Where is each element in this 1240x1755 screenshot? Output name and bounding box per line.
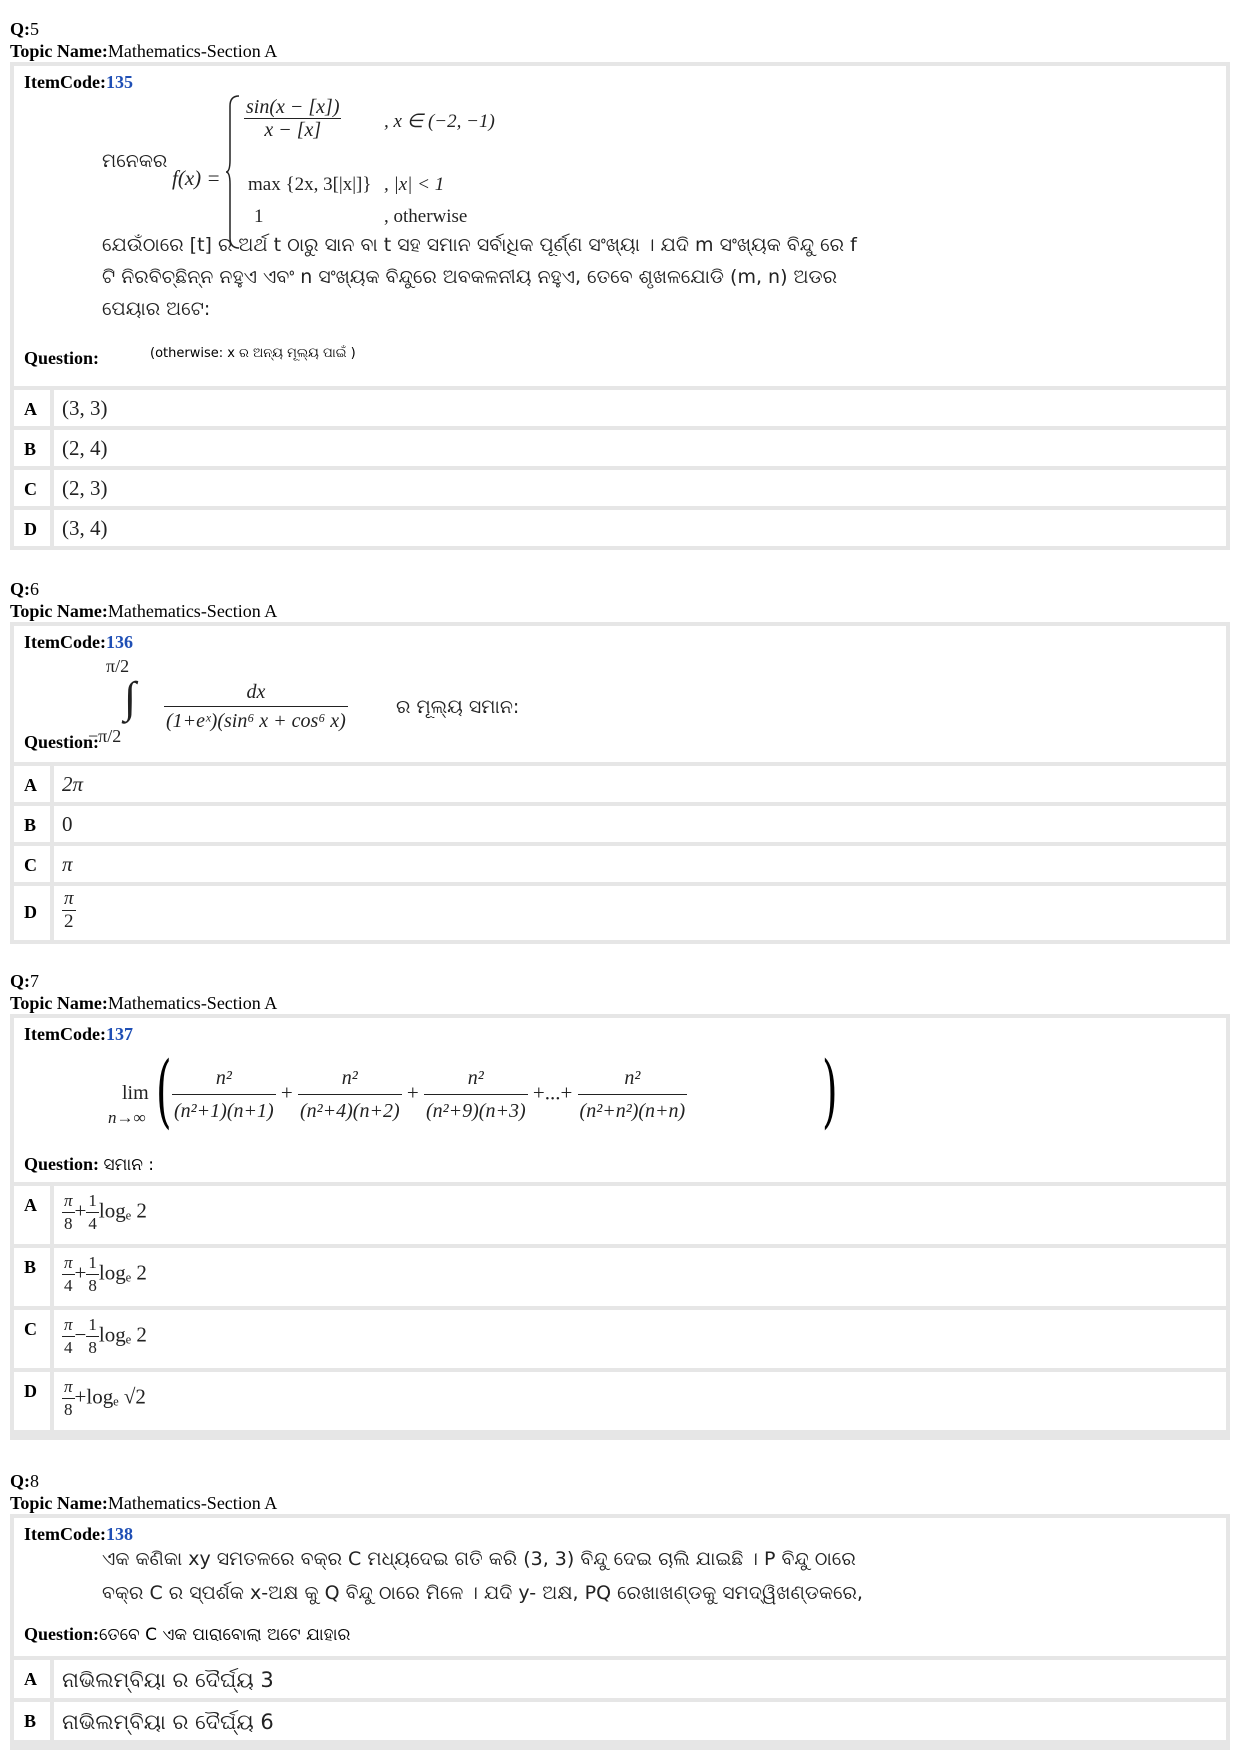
option-c[interactable] [14, 846, 1226, 882]
question-label: Question: [24, 732, 100, 752]
stem-line: ଏକ କଣିକା xy ସମତଳରେ ବକ୍ର C ମଧ୍ୟଦେଇ ଗତି କରି (3, 3) ବିନ୍ଦୁ ଦେଇ ଚାଲି ଯାଇଛି । P ବିନ୍ଦୁ ଠାରେ [102, 1548, 856, 1570]
option-value: 0 [62, 812, 73, 836]
stem-line: ଟି ନିରବିଚ୍ଛିନ୍ନ ନହୁଏ ଏବଂ n ସଂଖ୍ୟକ ବିନ୍ଦୁରେ ଅବକଳନୀୟ ନହୁଏ, ତେବେ ଶୃଖଳଯୋଡି (m, n) ଅଡର [102, 266, 837, 288]
left-paren: ( [156, 1044, 172, 1137]
option-label: C [24, 479, 37, 499]
integral-sign: ∫ [124, 673, 137, 722]
question-stem [14, 1518, 1226, 1656]
option-b[interactable] [14, 1248, 1226, 1306]
function-name: f(x) = [172, 166, 221, 190]
topic-name: Topic Name:Mathematics-Section A [10, 1493, 278, 1513]
option-label: B [24, 1711, 37, 1731]
option-value: (3, 4) [62, 516, 108, 540]
option-label: C [24, 855, 37, 875]
question-label: Question: ସମାନ : [24, 1154, 155, 1175]
limit-series: $\frac{\text{n²}}{\text{(n²+1)(n+1)}}$ + $\frac{\text{n²}}{\text{(n²+4)(n+2)}}$ + $\frac{\text{n²}}{\text{(n²+9)(n+3)}}$ +...+ $\frac{\text{n²}}{\text{(n²+n²)(n+n)}}$ [172, 1062, 687, 1127]
question-number: Q:5 [10, 19, 39, 39]
option-value: (2, 3) [62, 476, 108, 500]
option-b[interactable] [14, 1702, 1226, 1740]
case-3-condition: , otherwise [384, 206, 468, 227]
topic-name: Topic Name:Mathematics-Section A [10, 601, 278, 621]
item-code: ItemCode:136 [24, 632, 133, 652]
option-value: π [62, 852, 73, 876]
option-d[interactable] [14, 510, 1226, 546]
option-value: ନାଭିଲମ୍ବିୟା ର ଦୈର୍ଘ୍ୟ 3 [62, 1668, 274, 1692]
case-1-expression: $\frac{\sin(x - [x])}{x - [x]}$ [246, 96, 340, 141]
option-value: $\frac{\pi}{4}$ + $\frac{1}{8}$ logₑ 2 [64, 1253, 147, 1295]
piecewise-brace [226, 94, 240, 250]
topic-name: Topic Name:Mathematics-Section A [10, 41, 278, 61]
option-d[interactable] [14, 886, 1226, 940]
question-number: Q:8 [10, 1471, 39, 1491]
question-number: Q:6 [10, 579, 39, 599]
stem-suffix: ର ମୂଲ୍ୟ ସମାନ: [396, 696, 520, 718]
option-value: $\frac{\pi}{8}$ + $\frac{1}{4}$ logₑ 2 [64, 1191, 147, 1233]
question-stem [14, 1018, 1226, 1182]
limit-word: lim [122, 1082, 149, 1104]
option-value: 2π [62, 772, 84, 796]
limit-subscript: n→∞ [108, 1108, 146, 1127]
option-b[interactable] [14, 806, 1226, 842]
option-value: (3, 3) [62, 396, 108, 420]
option-label: C [24, 1319, 37, 1339]
integral-lower-limit: −π/2 [88, 726, 122, 746]
option-a[interactable] [14, 390, 1226, 426]
question-stem [14, 626, 1226, 762]
case-3-expression: 1 [254, 206, 264, 227]
question-card [10, 1014, 1230, 1440]
stem-line: ପେୟାର ଅଟେ: [102, 298, 211, 320]
integral-upper-limit: π/2 [106, 656, 130, 676]
option-label: A [24, 399, 37, 419]
stem-prefix: ମନେକର [102, 150, 168, 172]
option-a[interactable] [14, 1186, 1226, 1244]
question-label: Question: [24, 348, 100, 368]
topic-name: Topic Name:Mathematics-Section A [10, 993, 278, 1013]
option-label: D [24, 1381, 37, 1401]
option-d[interactable] [14, 1372, 1226, 1430]
option-label: B [24, 1257, 37, 1277]
option-label: A [24, 1669, 37, 1689]
item-code: ItemCode:138 [24, 1524, 133, 1544]
question-card [10, 1514, 1230, 1750]
stem-line: ଯେଉଁଠାରେ [t] ର ଅର୍ଥ t ଠାରୁ ସାନ ବା t ସହ ସମାନ ସର୍ବାଧିକ ପୂର୍ଣ୍ଣ ସଂଖ୍ୟା । ଯଦି m ସଂଖ୍ୟକ ବିନ୍ଦୁ ରେ f [102, 234, 857, 256]
item-code: ItemCode:137 [24, 1024, 133, 1044]
integrand: $\frac{dx}{\text{(1+eˣ)(sin⁶ x + cos⁶ x)}}$ [164, 678, 348, 735]
stem-line: ବକ୍ର C ର ସ୍ପର୍ଶକ x-ଅକ୍ଷ କୁ Q ବିନ୍ଦୁ ଠାରେ ମିଳେ । ଯଦି y- ଅକ୍ଷ, PQ ରେଖାଖଣ୍ଡକୁ ସମଦ୍ୱିଖଣ୍ଡକରେ, [102, 1582, 863, 1604]
option-label: A [24, 1195, 37, 1215]
item-code: ItemCode:135 [24, 72, 133, 92]
option-label: B [24, 815, 37, 835]
option-value: $\frac{\pi}{2}$ [64, 888, 74, 932]
option-b[interactable] [14, 430, 1226, 466]
case-1-condition: , x ∈ (−2, −1) [384, 111, 495, 132]
option-label: B [24, 439, 37, 459]
option-label: D [24, 519, 37, 539]
option-value: $\frac{\pi}{4}$ − $\frac{1}{8}$ logₑ 2 [64, 1315, 147, 1357]
case-2-expression: max {2x, 3[|x|]} [248, 174, 372, 195]
question-card [10, 622, 1230, 944]
question-label: Question:ତେବେ C ଏକ ପାରାବୋଲା ଅଟେ ଯାହାର [24, 1624, 351, 1645]
option-label: D [24, 902, 37, 922]
option-value: (2, 4) [62, 436, 108, 460]
option-a[interactable] [14, 1660, 1226, 1698]
option-value: $\frac{\pi}{8}$ +logₑ √2 [64, 1377, 146, 1419]
question-text: (otherwise: x ର ଅନ୍ୟ ମୂଲ୍ୟ ପାଇଁ ) [150, 346, 356, 361]
option-c[interactable] [14, 1310, 1226, 1368]
case-2-condition: , |x| < 1 [384, 174, 445, 195]
question-stem [14, 66, 1226, 386]
option-a[interactable] [14, 766, 1226, 802]
question-card [10, 62, 1230, 550]
option-c[interactable] [14, 470, 1226, 506]
option-value: ନାଭିଲମ୍ବିୟା ର ଦୈର୍ଘ୍ୟ 6 [62, 1710, 274, 1734]
right-paren: ) [822, 1044, 838, 1137]
question-number: Q:7 [10, 971, 39, 991]
option-label: A [24, 775, 37, 795]
